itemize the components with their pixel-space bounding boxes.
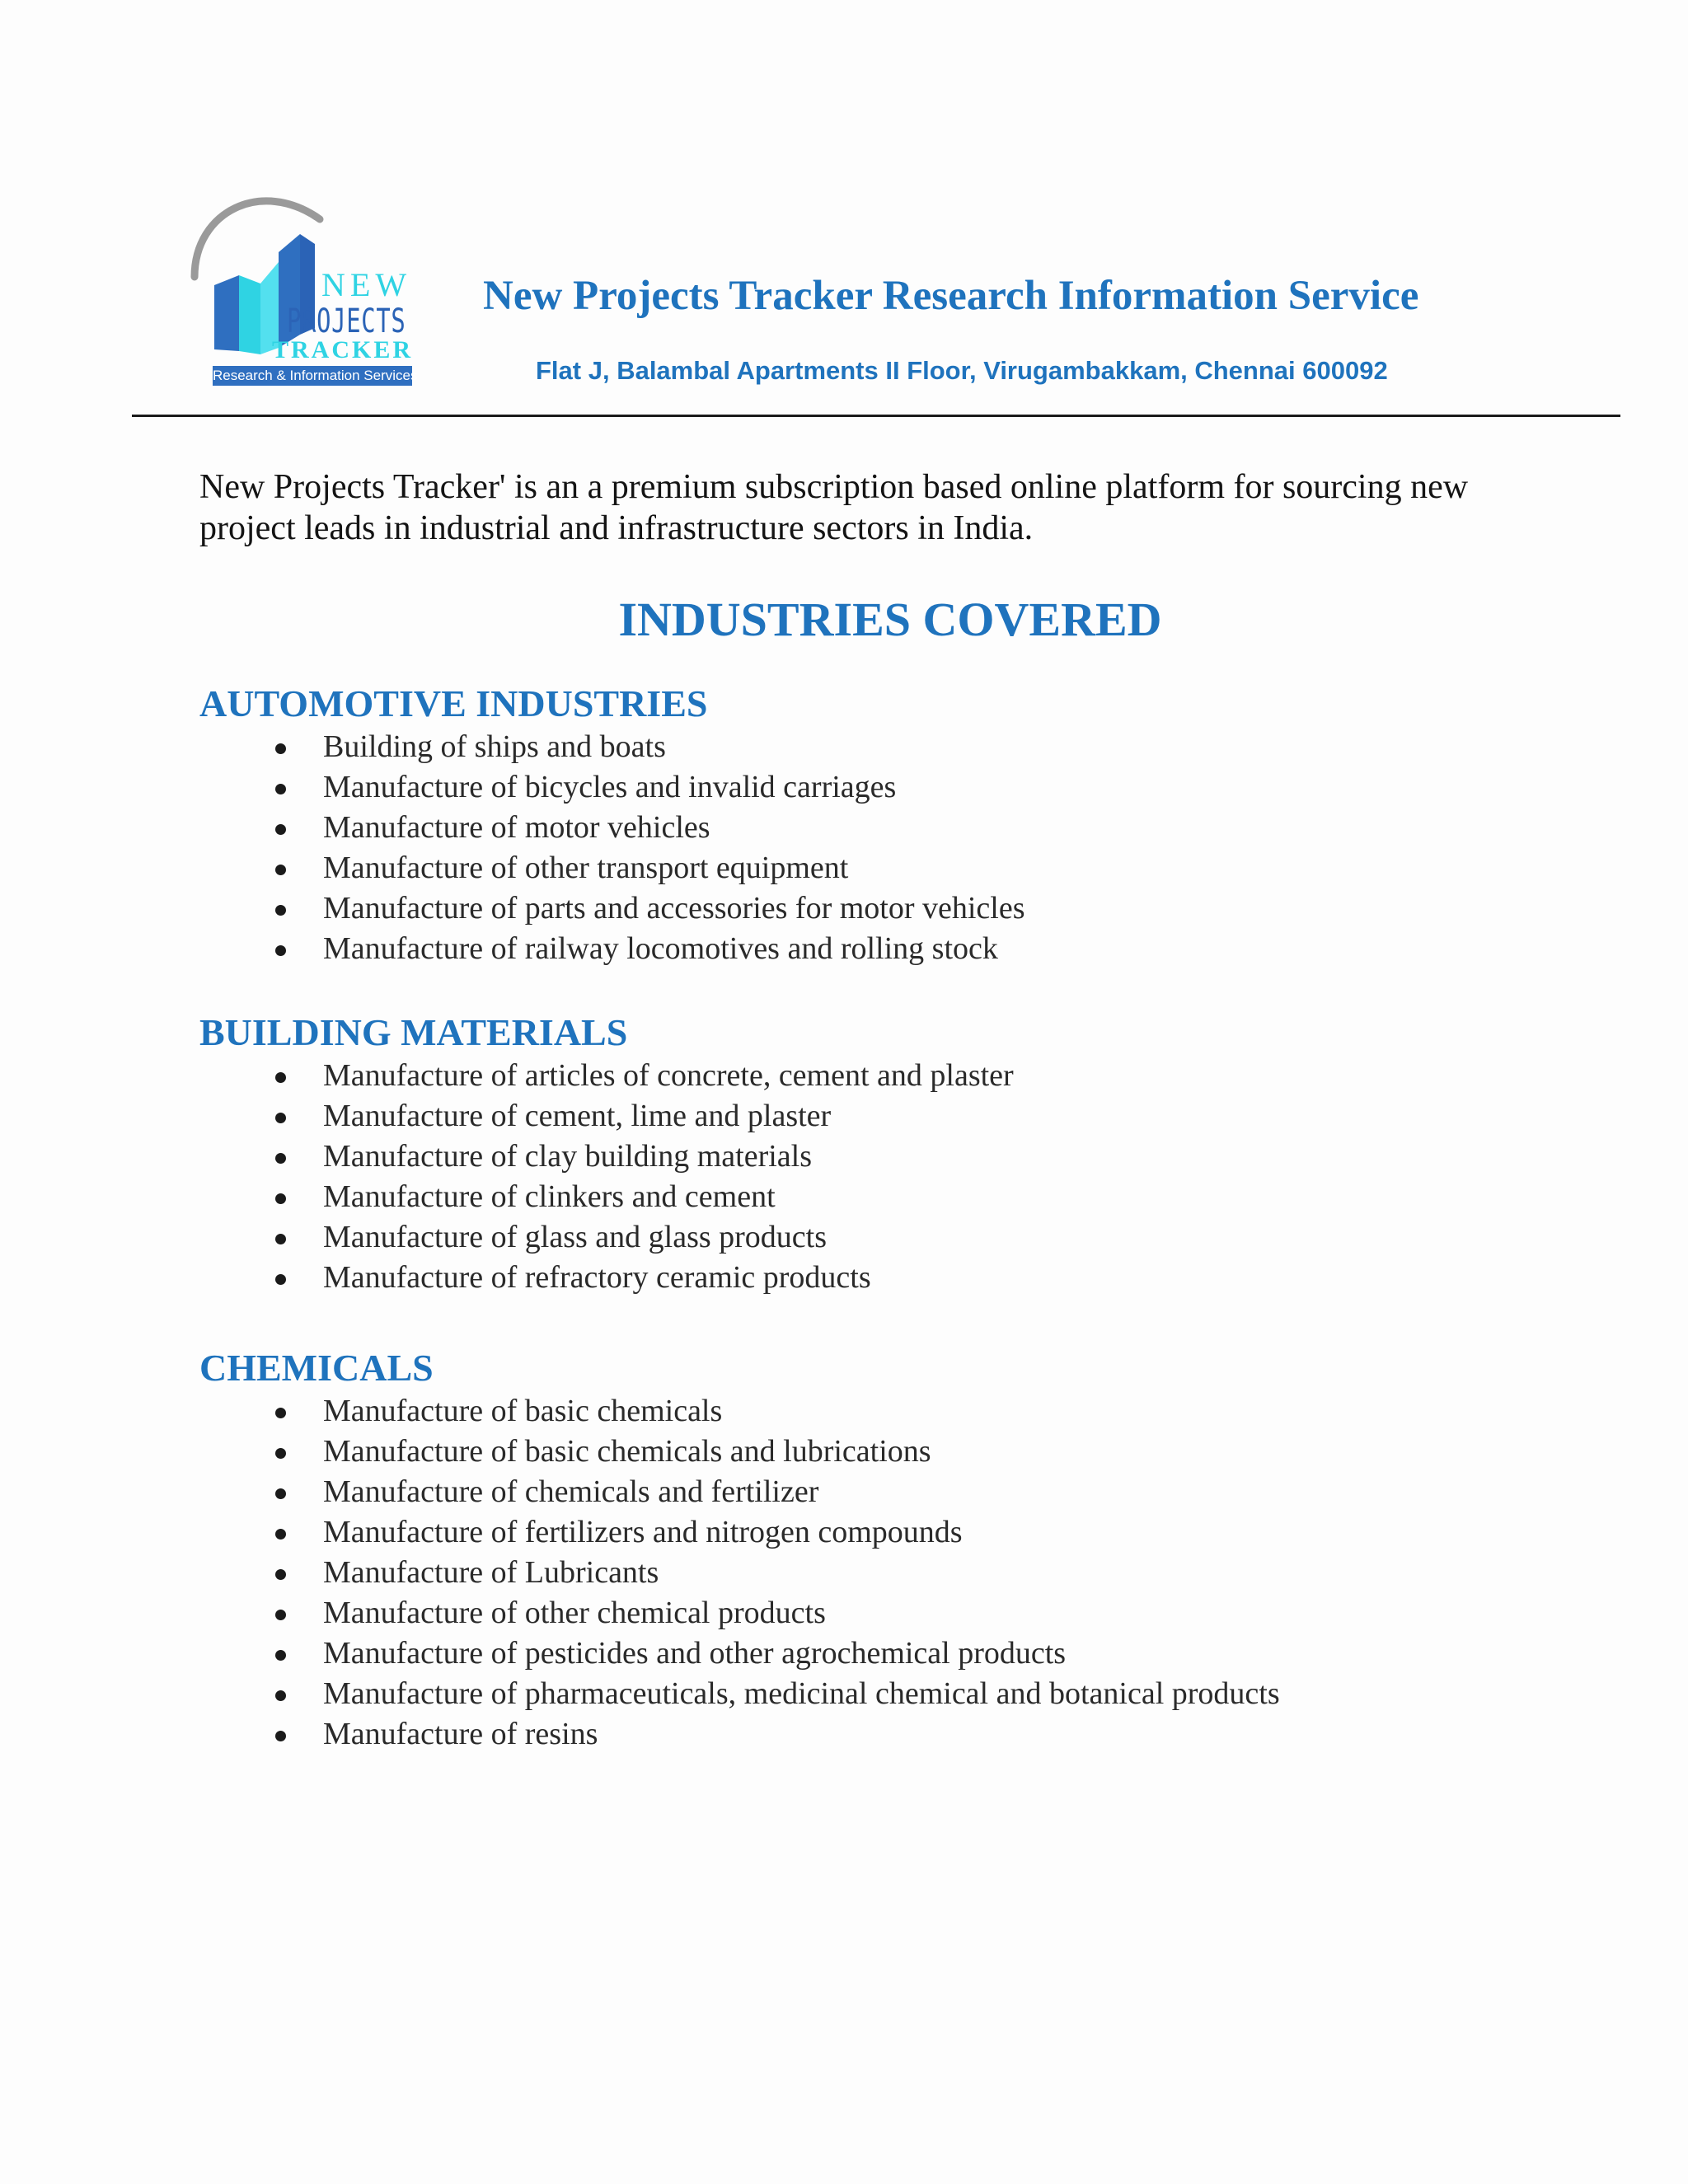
industry-list xyxy=(199,1056,1601,1298)
list-item-text: Manufacture of cement, lime and plaster xyxy=(323,1099,832,1133)
logo-banner: Research & Information Services xyxy=(213,366,412,386)
main-heading: INDUSTRIES COVERED xyxy=(618,593,1162,646)
list-item xyxy=(199,888,1601,929)
list-item-text: Manufacture of refractory ceramic products xyxy=(323,1260,871,1295)
list-item-text: Manufacture of basic chemicals and lubrications xyxy=(323,1434,931,1469)
bullet-icon xyxy=(275,1234,286,1244)
list-item xyxy=(199,1553,1601,1593)
list-item xyxy=(199,1096,1601,1137)
list-item xyxy=(199,1432,1601,1472)
company-logo xyxy=(188,186,419,392)
list-item xyxy=(199,808,1601,848)
list-item-text: Manufacture of articles of concrete, cement and plaster xyxy=(323,1058,1014,1093)
logo-word-projects: PROJECTS xyxy=(287,302,406,340)
section-heading: CHEMICALS xyxy=(199,1347,434,1389)
industry-list xyxy=(199,727,1601,969)
list-item xyxy=(199,1137,1601,1177)
organization-title: New Projects Tracker Research Information Service xyxy=(483,273,1419,319)
header-divider xyxy=(132,415,1620,417)
bullet-icon xyxy=(275,1529,286,1540)
list-item xyxy=(199,1714,1601,1755)
industry-list xyxy=(199,1391,1601,1755)
list-item xyxy=(199,767,1601,808)
bullet-icon xyxy=(275,1488,286,1499)
list-item-text: Manufacture of clay building materials xyxy=(323,1139,813,1174)
list-item-text: Manufacture of resins xyxy=(323,1717,598,1751)
bullet-icon xyxy=(275,1072,286,1083)
bullet-icon xyxy=(275,865,286,875)
bullet-icon xyxy=(275,945,286,956)
bullet-icon xyxy=(275,1274,286,1285)
list-item-text: Manufacture of bicycles and invalid carriages xyxy=(323,770,897,804)
list-item xyxy=(199,727,1601,767)
list-item-text: Manufacture of pesticides and other agrochemical products xyxy=(323,1636,1067,1671)
list-item xyxy=(199,929,1601,969)
list-item-text: Manufacture of glass and glass products xyxy=(323,1220,828,1254)
bullet-icon xyxy=(275,1153,286,1164)
list-item xyxy=(199,1258,1601,1298)
list-item-text: Manufacture of basic chemicals xyxy=(323,1394,723,1428)
section-automotive-industries xyxy=(199,681,1601,969)
list-item-text: Manufacture of other transport equipment xyxy=(323,851,849,885)
bullet-icon xyxy=(275,824,286,835)
list-item xyxy=(199,1056,1601,1096)
bullet-icon xyxy=(275,743,286,754)
list-item-text: Manufacture of pharmaceuticals, medicinal chemical and botanical products xyxy=(323,1676,1280,1711)
bullet-icon xyxy=(275,1610,286,1620)
list-item-text: Manufacture of motor vehicles xyxy=(323,810,710,845)
logo-word-new: NEW xyxy=(321,266,412,303)
bullet-icon xyxy=(275,1569,286,1580)
section-heading: BUILDING MATERIALS xyxy=(199,1011,628,1053)
list-item xyxy=(199,1633,1601,1674)
list-item-text: Manufacture of fertilizers and nitrogen compounds xyxy=(323,1515,963,1549)
list-item-text: Manufacture of parts and accessories for motor vehicles xyxy=(323,891,1025,926)
bullet-icon xyxy=(275,1731,286,1741)
list-item xyxy=(199,1593,1601,1633)
bullet-icon xyxy=(275,1448,286,1459)
list-item xyxy=(199,1512,1601,1553)
list-item-text: Manufacture of chemicals and fertilizer xyxy=(323,1474,819,1509)
list-item-text: Manufacture of railway locomotives and rolling stock xyxy=(323,931,998,966)
bullet-icon xyxy=(275,1193,286,1204)
bullet-icon xyxy=(275,784,286,794)
organization-address: Flat J, Balambal Apartments II Floor, Virugambakkam, Chennai 600092 xyxy=(536,356,1388,385)
bullet-icon xyxy=(275,1408,286,1418)
bullet-icon xyxy=(275,1690,286,1701)
logo-word-tracker: TRACKER xyxy=(272,336,414,363)
section-building-materials xyxy=(199,1010,1601,1298)
intro-paragraph: New Projects Tracker' is an a premium subscription based online platform for sourcing new project leads in industrial and infrastructure sectors in India. xyxy=(199,468,1469,547)
list-item xyxy=(199,1472,1601,1512)
section-chemicals xyxy=(199,1345,1601,1755)
list-item xyxy=(199,1217,1601,1258)
list-item-text: Manufacture of clinkers and cement xyxy=(323,1179,776,1214)
list-item-text: Manufacture of Lubricants xyxy=(323,1555,659,1590)
list-item xyxy=(199,1391,1601,1432)
bullet-icon xyxy=(275,1113,286,1123)
list-item xyxy=(199,848,1601,888)
section-heading: AUTOMOTIVE INDUSTRIES xyxy=(199,682,708,724)
list-item-text: Building of ships and boats xyxy=(323,729,666,764)
list-item xyxy=(199,1177,1601,1217)
list-item xyxy=(199,1674,1601,1714)
bullet-icon xyxy=(275,905,286,916)
list-item-text: Manufacture of other chemical products xyxy=(323,1596,826,1630)
bullet-icon xyxy=(275,1650,286,1661)
